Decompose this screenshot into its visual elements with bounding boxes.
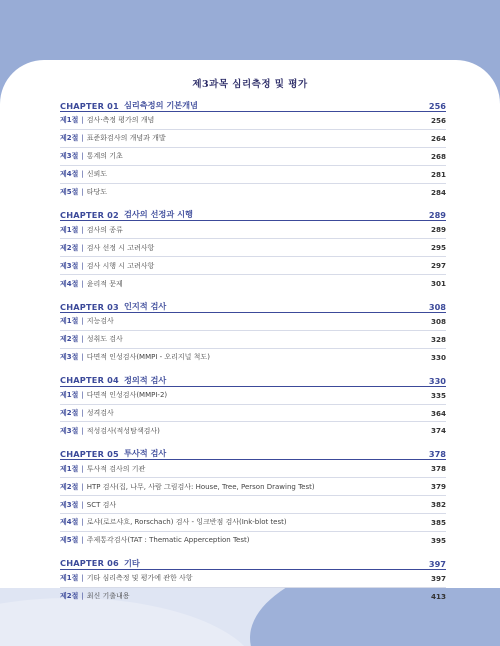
section-heading-text: [60, 279, 123, 289]
section-page-number: 268: [430, 151, 446, 161]
chapter-heading-text: [60, 375, 166, 386]
section-title: 다면적 인성검사(MMPI - 오리지널 척도): [86, 353, 210, 362]
section-heading-text: [60, 187, 107, 197]
chapter-heading[interactable]: [60, 371, 446, 387]
section-row[interactable]: [60, 496, 446, 514]
section-number: 제1절: [60, 574, 79, 583]
section-heading-text: [60, 115, 154, 125]
section-title: 다면적 인성검사(MMPI-2): [86, 391, 168, 400]
section-divider: |: [81, 335, 84, 344]
section-divider: |: [81, 391, 84, 400]
section-divider: |: [81, 279, 84, 288]
chapter-heading-text: [60, 558, 140, 569]
section-row[interactable]: [60, 514, 446, 532]
chapter-heading[interactable]: [60, 444, 446, 460]
chapter-page-number: 330: [428, 375, 446, 386]
section-number: 제3절: [60, 152, 79, 161]
section-title: 검사 시행 시 고려사항: [86, 261, 155, 270]
section-page-number: 328: [430, 334, 446, 344]
section-page-number: 256: [430, 115, 446, 125]
chapter-page-number: 289: [428, 210, 446, 221]
section-title: 로샤(로르샤흐, Rorschach) 검사 - 잉크반점 검사(Ink-blot test): [86, 518, 287, 527]
chapter-title: 검사의 선정과 시행: [123, 209, 193, 220]
section-title: 성격검사: [86, 409, 114, 418]
section-page-number: 385: [430, 517, 446, 527]
section-page-number: 330: [430, 352, 446, 362]
section-divider: |: [81, 482, 84, 491]
section-number: 제2절: [60, 335, 79, 344]
section-heading-text: [60, 352, 210, 362]
section-title: 최신 기출내용: [86, 592, 130, 601]
section-number: 제2절: [60, 409, 79, 418]
section-page-number: 335: [430, 390, 446, 400]
section-number: 제2절: [60, 134, 79, 143]
chapter-heading-text: [60, 100, 198, 111]
section-divider: |: [81, 518, 84, 527]
chapter-title: 투사적 검사: [123, 448, 167, 459]
section-page-number: 374: [430, 426, 446, 436]
section-title: 기타 심리측정 및 평가에 관한 사항: [86, 574, 193, 583]
chapter-label: CHAPTER 06: [60, 558, 119, 569]
section-title: 신뢰도: [86, 170, 108, 179]
section-number: 제1절: [60, 391, 79, 400]
section-row[interactable]: [60, 331, 446, 349]
section-title: 타당도: [86, 188, 108, 196]
section-heading-text: [60, 408, 114, 418]
chapter-title: 정의적 검사: [123, 374, 167, 385]
section-page-number: 378: [430, 464, 446, 474]
section-page-number: 284: [430, 187, 446, 197]
chapter-label: CHAPTER 05: [60, 448, 119, 459]
section-row[interactable]: [60, 532, 446, 549]
section-heading-text: [60, 133, 166, 143]
section-page-number: 297: [430, 261, 446, 271]
section-divider: |: [81, 152, 84, 161]
section-row[interactable]: [60, 422, 446, 439]
section-heading-text: [60, 316, 114, 326]
section-divider: |: [81, 225, 84, 234]
section-row[interactable]: [60, 112, 446, 130]
section-title: 검사·측정 평가의 개념: [86, 116, 155, 125]
section-page-number: 301: [430, 279, 446, 289]
section-page-number: 379: [430, 482, 446, 492]
section-divider: |: [81, 353, 84, 362]
chapter-heading-text: [60, 301, 166, 312]
section-divider: |: [81, 426, 84, 435]
section-divider: |: [81, 188, 84, 196]
section-row[interactable]: [60, 275, 446, 292]
chapter-page-number: 308: [428, 302, 446, 313]
section-heading-text: [60, 151, 123, 161]
section-row[interactable]: [60, 130, 446, 148]
section-number: 제5절: [60, 188, 79, 196]
section-number: 제1절: [60, 317, 79, 326]
section-number: 제2절: [60, 592, 79, 601]
section-row[interactable]: [60, 257, 446, 275]
chapter-label: CHAPTER 04: [60, 375, 119, 386]
section-heading-text: [60, 482, 315, 492]
chapter-block: [60, 444, 446, 548]
section-divider: |: [81, 500, 84, 509]
chapter-heading[interactable]: [60, 297, 446, 313]
section-divider: |: [81, 243, 84, 252]
section-divider: |: [81, 409, 84, 418]
section-row[interactable]: [60, 148, 446, 166]
section-page-number: 295: [430, 243, 446, 253]
section-heading-text: [60, 535, 249, 545]
section-number: 제3절: [60, 261, 79, 270]
page-title: 제3과목 심리측정 및 평가: [192, 79, 308, 90]
section-number: 제3절: [60, 426, 79, 435]
section-title: 검사 선정 시 고려사항: [86, 243, 155, 252]
table-of-contents: [60, 96, 446, 610]
chapter-title: 기타: [123, 557, 140, 568]
section-heading-text: [60, 243, 154, 253]
section-number: 제4절: [60, 170, 79, 179]
section-heading-text: [60, 225, 123, 235]
section-title: SCT 검사: [86, 500, 117, 509]
section-heading-text: [60, 169, 107, 179]
chapter-block: [60, 205, 446, 292]
section-row[interactable]: [60, 570, 446, 588]
section-row[interactable]: [60, 313, 446, 331]
section-divider: |: [81, 170, 84, 179]
section-row[interactable]: [60, 405, 446, 423]
section-page-number: 289: [430, 225, 446, 235]
section-number: 제2절: [60, 243, 79, 252]
section-row[interactable]: [60, 166, 446, 184]
section-number: 제3절: [60, 500, 79, 509]
section-heading-text: [60, 261, 154, 271]
chapter-heading[interactable]: [60, 554, 446, 570]
chapter-block: [60, 371, 446, 440]
section-number: 제4절: [60, 279, 79, 288]
section-page-number: 397: [430, 573, 446, 583]
section-title: 투사적 검사의 기관: [86, 464, 146, 473]
chapter-title: 심리측정의 기본개념: [123, 100, 198, 110]
chapter-page-number: 256: [428, 101, 446, 111]
section-title: 윤리적 문제: [86, 279, 123, 288]
chapter-heading-text: [60, 209, 193, 220]
chapter-block: [60, 554, 446, 605]
chapter-heading[interactable]: [60, 96, 446, 112]
section-title: 검사의 종류: [86, 225, 123, 234]
section-title: 통계의 기초: [86, 152, 123, 161]
section-divider: |: [81, 536, 84, 545]
section-title: 성취도 검사: [86, 335, 123, 344]
section-number: 제1절: [60, 116, 79, 125]
chapter-label: CHAPTER 02: [60, 209, 119, 220]
section-number: 제1절: [60, 225, 79, 234]
section-number: 제2절: [60, 482, 79, 491]
section-heading-text: [60, 500, 116, 510]
chapter-label: CHAPTER 03: [60, 301, 119, 312]
section-row[interactable]: [60, 349, 446, 366]
section-page-number: 308: [430, 316, 446, 326]
section-divider: |: [81, 116, 84, 125]
section-divider: |: [81, 317, 84, 326]
section-number: 제1절: [60, 464, 79, 473]
section-page-number: 281: [430, 169, 446, 179]
section-page-number: 264: [430, 133, 446, 143]
section-heading-text: [60, 591, 130, 601]
section-title: 표준화검사의 개념과 개발: [86, 134, 166, 143]
section-row[interactable]: [60, 588, 446, 605]
section-heading-text: [60, 517, 287, 527]
chapter-label: CHAPTER 01: [60, 100, 119, 111]
section-page-number: 413: [430, 591, 446, 601]
section-divider: |: [81, 592, 84, 601]
section-row[interactable]: [60, 184, 446, 201]
section-row[interactable]: [60, 460, 446, 478]
section-title: 적성검사(적성탐색검사): [86, 426, 160, 435]
section-number: 제4절: [60, 518, 79, 527]
chapter-title: 인지적 검사: [123, 301, 167, 312]
chapter-heading[interactable]: [60, 205, 446, 221]
chapter-block: [60, 297, 446, 366]
section-row[interactable]: [60, 478, 446, 496]
section-row[interactable]: [60, 387, 446, 405]
section-divider: |: [81, 134, 84, 143]
section-page-number: 395: [430, 535, 446, 545]
section-row[interactable]: [60, 221, 446, 239]
section-page-number: 382: [430, 500, 446, 510]
section-divider: |: [81, 261, 84, 270]
section-heading-text: [60, 573, 193, 583]
section-heading-text: [60, 334, 123, 344]
section-title: 주제통각검사(TAT : Thematic Apperception Test): [86, 536, 250, 545]
chapter-heading-text: [60, 448, 166, 459]
section-number: 제3절: [60, 353, 79, 362]
section-heading-text: [60, 426, 160, 436]
section-title: HTP 검사(집, 나무, 사람 그림검사: House, Tree, Person Drawing Test): [86, 482, 315, 491]
chapter-block: [60, 96, 446, 200]
section-divider: |: [81, 464, 84, 473]
section-divider: |: [81, 574, 84, 583]
section-number: 제5절: [60, 536, 79, 545]
section-heading-text: [60, 390, 167, 400]
section-page-number: 364: [430, 408, 446, 418]
section-heading-text: [60, 464, 145, 474]
section-title: 지능검사: [86, 317, 114, 326]
section-row[interactable]: [60, 239, 446, 257]
chapter-page-number: 397: [428, 558, 446, 569]
chapter-page-number: 378: [428, 449, 446, 460]
